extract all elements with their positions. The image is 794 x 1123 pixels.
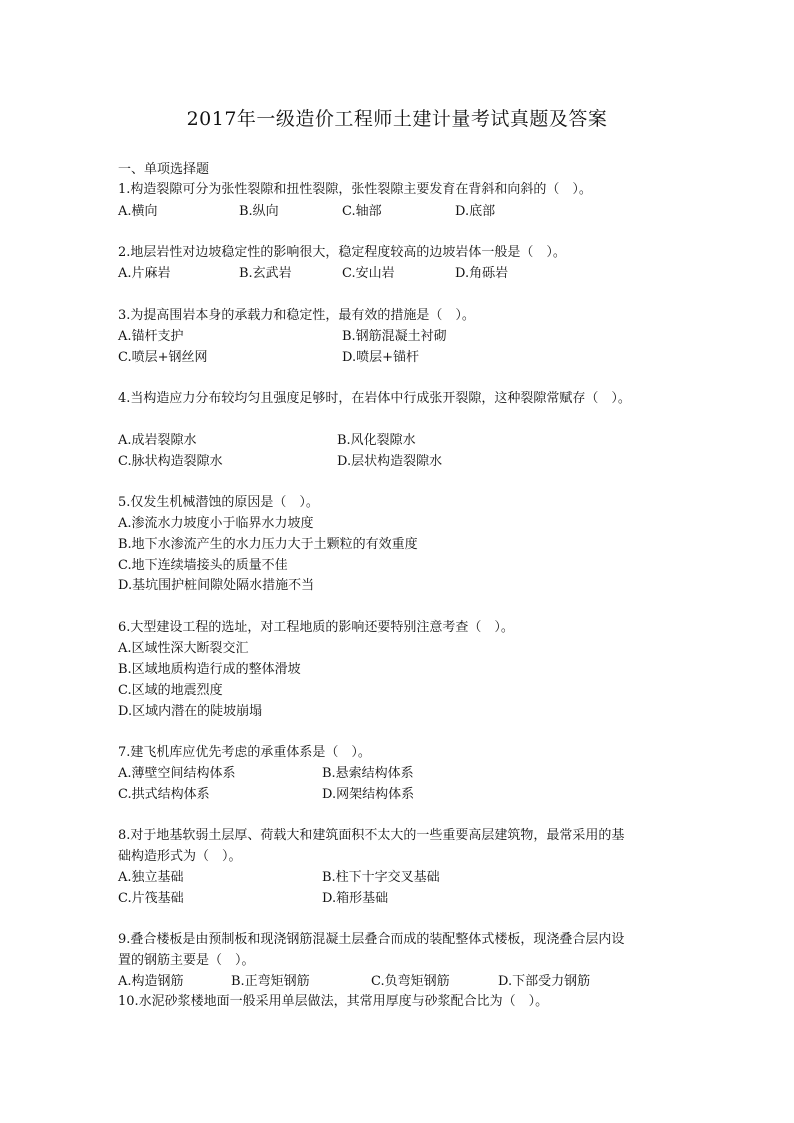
question-7-stem: 7.建飞机库应优先考虑的承重体系是（ ）。 [118, 745, 371, 760]
question-6-option-a: A.区域性深大断裂交汇 [118, 641, 249, 656]
question-9-option-b: B.正弯矩钢筋 [231, 974, 310, 989]
question-8-option-d: D.箱形基础 [322, 891, 389, 906]
question-6-option-d: D.区域内潜在的陡坡崩塌 [118, 704, 263, 719]
question-1-stem: 1.构造裂隙可分为张性裂隙和扭性裂隙，张性裂隙主要发育在背斜和向斜的（ ）。 [118, 182, 592, 197]
question-3-stem: 3.为提高围岩本身的承载力和稳定性，最有效的措施是（ ）。 [118, 308, 475, 323]
question-6-stem: 6.大型建设工程的选址，对工程地质的影响还要特别注意考查（ ）。 [118, 620, 514, 635]
question-8-option-a: A.独立基础 [118, 870, 184, 885]
question-9-option-c: C.负弯矩钢筋 [371, 974, 450, 989]
question-5-option-a: A.渗流水力坡度小于临界水力坡度 [118, 516, 314, 531]
question-4-option-d: D.层状构造裂隙水 [337, 454, 443, 469]
question-3-option-b: B.钢筋混凝土衬砌 [342, 329, 447, 344]
question-1-option-c: C.轴部 [342, 204, 382, 219]
question-8-option-c: C.片筏基础 [118, 891, 184, 906]
question-9-option-a: A.构造钢筋 [118, 974, 184, 989]
question-2-stem: 2.地层岩性对边坡稳定性的影响很大，稳定程度较高的边坡岩体一般是（ ）。 [118, 245, 566, 260]
question-7-option-c: C.拱式结构体系 [118, 787, 210, 802]
question-5-stem: 5.仅发生机械潜蚀的原因是（ ）。 [118, 495, 319, 510]
question-7-option-a: A.薄壁空间结构体系 [118, 766, 236, 781]
question-5-option-d: D.基坑围护桩间隙处隔水措施不当 [118, 578, 315, 593]
question-2-option-c: C.安山岩 [342, 266, 395, 281]
question-7-option-d: D.网架结构体系 [322, 787, 415, 802]
question-8-option-b: B.柱下十字交叉基础 [322, 870, 440, 885]
question-2-option-b: B.玄武岩 [239, 266, 292, 281]
question-2-option-d: D.角砾岩 [455, 266, 509, 281]
question-8-stem-line-1: 8.对于地基软弱土层厚、荷载大和建筑面积不太大的一些重要高层建筑物，最常采用的基 [118, 828, 625, 843]
question-8-stem-line-2: 础构造形式为（ ）。 [118, 849, 242, 864]
question-3-option-c: C.喷层+钢丝网 [118, 350, 208, 365]
question-10-stem: 10.水泥砂浆楼地面一般采用单层做法，其常用厚度与砂浆配合比为（ ）。 [118, 994, 549, 1009]
question-4-option-c: C.脉状构造裂隙水 [118, 454, 223, 469]
question-6-option-b: B.区域地质构造行成的整体滑坡 [118, 662, 301, 677]
question-9-stem-line-1: 9.叠合楼板是由预制板和现浇钢筋混凝土层叠合而成的装配整体式楼板，现浇叠合层内设 [118, 932, 625, 947]
question-4-stem: 4.当构造应力分布较均匀且强度足够时，在岩体中行成张开裂隙，这种裂隙常赋存（ ）。 [118, 391, 631, 406]
question-4-option-b: B.风化裂隙水 [337, 433, 416, 448]
question-9-option-d: D.下部受力钢筋 [498, 974, 591, 989]
question-2-option-a: A.片麻岩 [118, 266, 171, 281]
question-1-option-a: A.横向 [118, 204, 158, 219]
question-7-option-b: B.悬索结构体系 [322, 766, 414, 781]
question-3-option-a: A.锚杆支护 [118, 329, 184, 344]
question-6-option-c: C.区域的地震烈度 [118, 683, 223, 698]
question-1-option-b: B.纵向 [239, 204, 279, 219]
document-title: 2017年一级造价工程师土建计量考试真题及答案 [186, 108, 608, 130]
section-heading: 一、单项选择题 [118, 162, 210, 177]
question-4-option-a: A.成岩裂隙水 [118, 433, 197, 448]
question-3-option-d: D.喷层+锚杆 [342, 350, 419, 365]
question-5-option-b: B.地下水渗流产生的水力压力大于土颗粒的有效重度 [118, 537, 418, 552]
question-5-option-c: C.地下连续墙接头的质量不佳 [118, 558, 288, 573]
question-1-option-d: D.底部 [455, 204, 496, 219]
question-9-stem-line-2: 置的钢筋主要是（ ）。 [118, 953, 255, 968]
